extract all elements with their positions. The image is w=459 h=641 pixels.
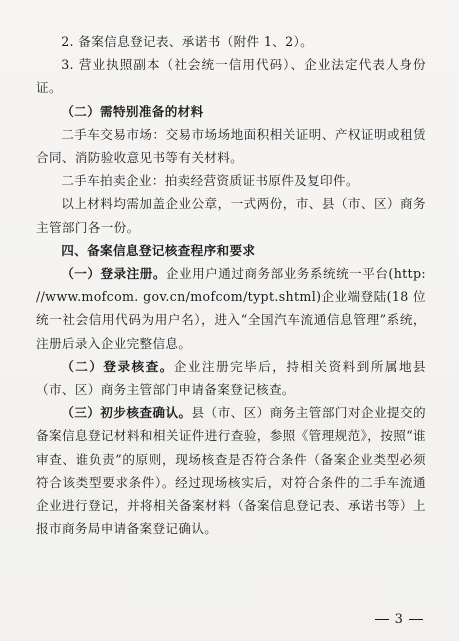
- section-heading-special-materials: （二）需特别准备的材料: [61, 103, 204, 119]
- paragraph-register: （一）登录注册。企业用户通过商务部业务系统统一平台(http: //www.mofcom. gov.cn/mofcom/typt.shtml)企业端登陆(18 位统一社会信用代码为用户名），进入“全国汽车流通信息管理”系统，注册后录入企业完整信息。: [36, 266, 426, 351]
- paragraph-2: 3. 营业执照副本（社会统一信用代码）、企业法定代表人身份证。: [36, 57, 426, 96]
- paragraph-trading-market: 二手车交易市场：交易市场场地面积相关证明、产权证明或租赁合同、消防验收意见书等有关材料。: [36, 126, 426, 166]
- paragraph-login-check: （二）登录核查。企业注册完毕后，持相关资料到所属地县（市、区）商务主管部门申请备案登记核查。: [36, 358, 426, 398]
- paragraph-auction: 二手车拍卖企业：拍卖经营资质证书原件及复印件。: [61, 173, 359, 189]
- paragraph-seal-note: 以上材料均需加盖企业公章，一式两份，市、县（市、区）商务主管部门各一份。: [36, 196, 426, 235]
- paragraph-1: 2. 备案信息登记表、承诺书（附件 1、2）。: [61, 34, 314, 49]
- page-number: 3: [375, 612, 423, 627]
- section-heading-procedure: 四、备案信息登记核查程序和要求: [61, 242, 256, 258]
- page-number-dash-right: [409, 619, 423, 620]
- paragraph-preliminary-check: （三）初步核查确认。县（市、区）商务主管部门对企业提交的备案信息登记材料和相关证件进行查验，参照《管理规范》，按照“谁审查、谁负责”的原则，现场核查是否符合条件（备案企业类型必须符合该类型要求条件）。经过现场核实后，对符合条件的二手车流通企业进行登记，并将相关备案材料（备案信息登记表、承诺书等）上报市商务局申请备案登记确认。: [36, 405, 426, 537]
- body-text: [36, 30, 426, 540]
- page-number-dash-left: [375, 619, 389, 620]
